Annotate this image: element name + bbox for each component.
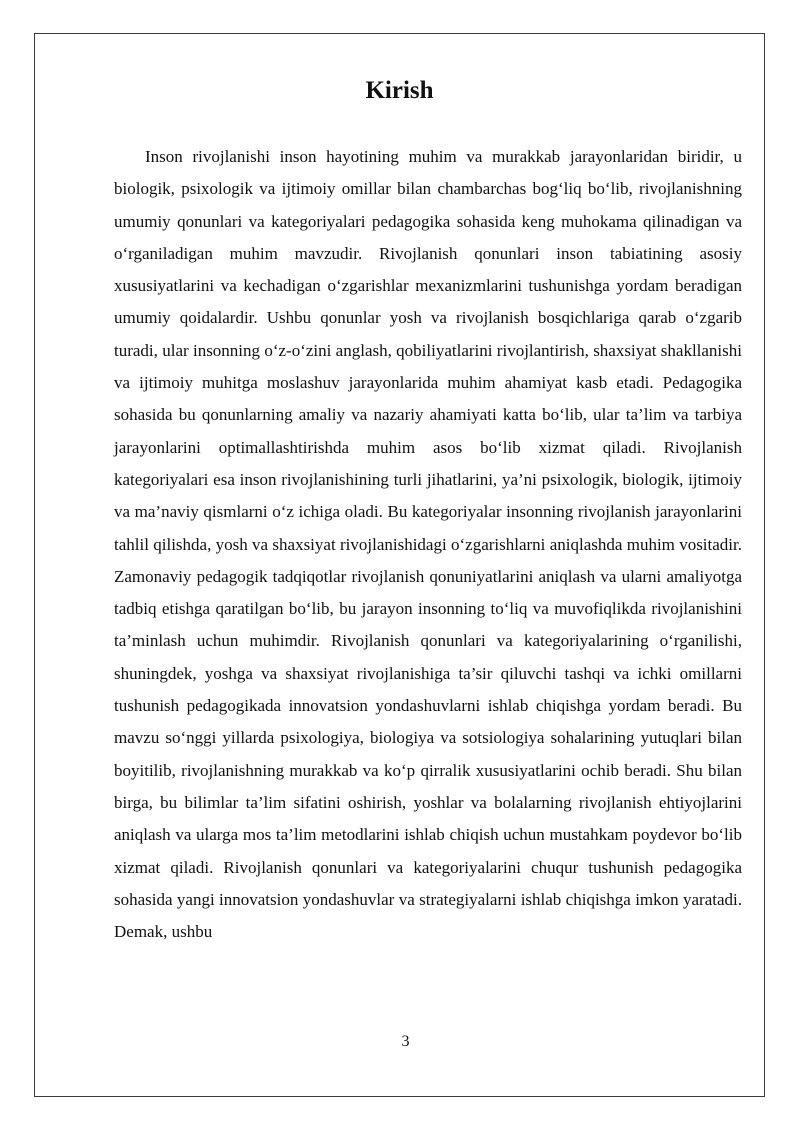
body-paragraph: Inson rivojlanishi inson hayotining muhim va murakkab jarayonlaridan biridir, u biologik, psixologik va ijtimoiy omillar bilan chambarchas bog‘liq bo‘lib, rivojlanishning umumiy qonunlari va kategoriyalari pedagogika sohasida keng muhokama qilinadigan va o‘rganiladigan muhim mavzudir. Rivojlanish qonunlari inson tabiatining asosiy xususiyatlarini va kechadigan o‘zgarishlar mexanizmlarini tushunishga yordam beradigan umumiy qoidalardir. Ushbu qonunlar yosh va rivojlanish bosqichlariga qarab o‘zgarib turadi, ular insonning o‘z-o‘zini anglash, qobiliyatlarini rivojlantirish, shaxsiyat shakllanishi va ijtimoiy muhitga moslashuv jarayonlarida muhim ahamiyat kasb etadi. Pedagogika sohasida bu qonunlarning amaliy va nazariy ahamiyati katta bo‘lib, ular ta’lim va tarbiya jarayonlarini optimallashtirishda muhim asos bo‘lib xizmat qiladi. Rivojlanish kategoriyalari esa inson rivojlanishining turli jihatlarini, ya’ni psixologik, biologik, ijtimoiy va ma’naviy qismlarni o‘z ichiga oladi. Bu kategoriyalar insonning rivojlanish jarayonlarini tahlil qilishda, yosh va shaxsiyat rivojlanishidagi o‘zgarishlarni aniqlashda muhim vositadir. Zamonaviy pedagogik tadqiqotlar rivojlanish qonuniyatlarini aniqlash va ularni amaliyotga tadbiq etishga qaratilgan bo‘lib, bu jarayon insonning to‘liq va muvofiqlikda rivojlanishini ta’minlash uchun muhimdir. Rivojlanish qonunlari va kategoriyalarining o‘rganilishi, shuningdek, yoshga va shaxsiyat rivojlanishiga ta’sir qiluvchi tashqi va ichki omillarni tushunish pedagogikada innovatsion yondashuvlarni ishlab chiqishga yordam beradi. Bu mavzu so‘nggi yillarda psixologiya, biologiya va sotsiologiya sohalarining yutuqlari bilan boyitilib, rivojlanishning murakkab va ko‘p qirralik xususiyatlarini ochib beradi. Shu bilan birga, bu bilimlar ta’lim sifatini oshirish, yoshlar va bolalarning rivojlanish ehtiyojlarini aniqlash va ularga mos ta’lim metodlarini ishlab chiqish uchun mustahkam poydevor bo‘lib xizmat qiladi. Rivojlanish qonunlari va kategoriyalarini chuqur tushunish pedagogika sohasida yangi innovatsion yondashuvlar va strategiyalarni ishlab chiqishga imkon yaratadi. Demak, ushbu xyxy=(114,147,742,942)
page-number: 3 xyxy=(401,1033,410,1050)
section-title: Kirish xyxy=(365,77,434,104)
